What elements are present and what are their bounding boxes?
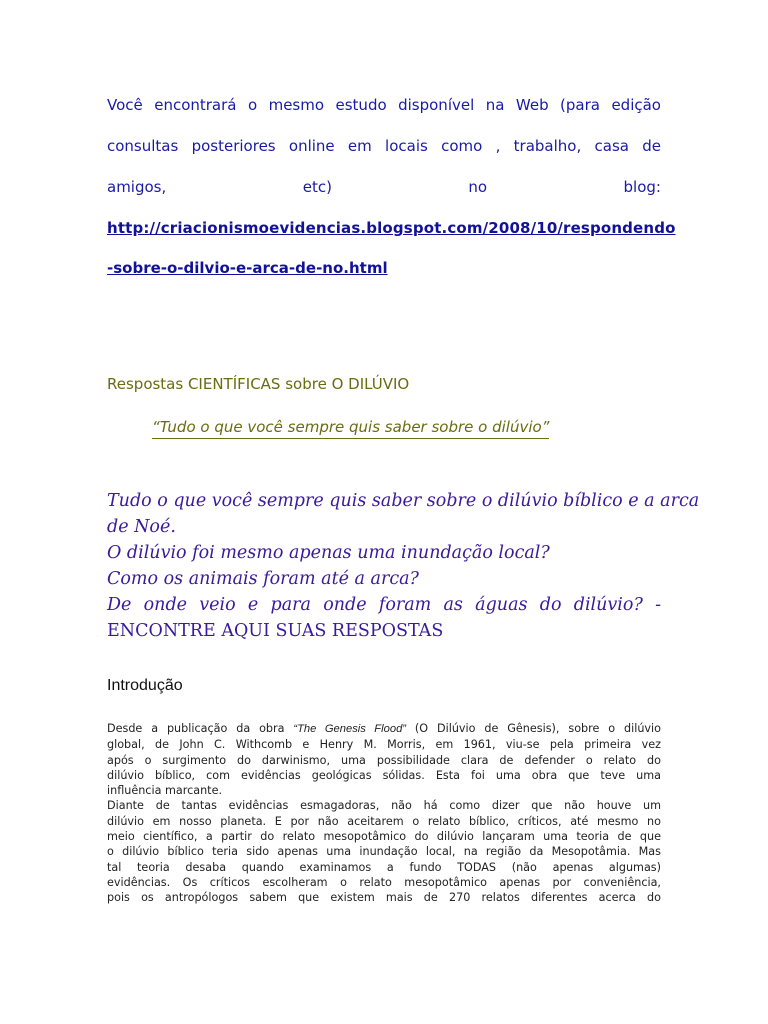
body-line: tal teoria desaba quando examinamos a fundo TODAS (não apenas algumas) bbox=[107, 860, 661, 874]
section-heading: Respostas CIENTÍFICAS sobre O DILÚVIO bbox=[107, 375, 410, 393]
web-notice-line: Você encontrará o mesmo estudo disponível na Web (para edição bbox=[107, 96, 661, 114]
questions-block bbox=[107, 488, 700, 644]
web-notice-word: etc) bbox=[302, 178, 332, 196]
web-notice-line bbox=[107, 178, 661, 196]
web-notice-line: consultas posteriores online em locais como , trabalho, casa de bbox=[107, 137, 661, 155]
body-line: global, de John C. Withcomb e Henry M. Morris, em 1961, viu-se pela primeira vez bbox=[107, 738, 661, 752]
body-line bbox=[107, 721, 661, 737]
body-line: dilúvio em nosso planeta. E por não aceitarem o relato bíblico, críticos, até mesmo no bbox=[107, 814, 661, 828]
question-line: Tudo o que você sempre quis saber sobre o dilúvio bíblico e a arca bbox=[107, 491, 700, 511]
body-fragment: Desde a publicação da obra bbox=[107, 722, 294, 735]
body-line: Diante de tantas evidências esmagadoras, não há como dizer que não houve um bbox=[107, 799, 661, 813]
body-line: influência marcante. bbox=[107, 784, 223, 798]
body-line: meio científico, a partir do relato mesopotâmico do dilúvio lançaram uma teoria de que bbox=[107, 830, 661, 844]
blog-link-continued[interactable]: -sobre-o-dilvio-e-arca-de-no.html bbox=[107, 259, 388, 277]
question-cta: ENCONTRE AQUI SUAS RESPOSTAS bbox=[107, 621, 444, 641]
question-line: de Noé. bbox=[107, 517, 176, 537]
body-fragment: (O Dilúvio de Gênesis), sobre o dilúvio bbox=[406, 722, 661, 735]
body-line: o dilúvio bíblico teria sido apenas uma inundação local, na região da Mesopotâmia. Mas bbox=[107, 845, 661, 859]
body-line: dilúvio bíblico, com evidências geológicas sólidas. Esta foi uma obra que teve uma bbox=[107, 768, 661, 782]
question-line: O dilúvio foi mesmo apenas uma inundação local? bbox=[107, 543, 550, 563]
web-notice-word: blog: bbox=[623, 178, 661, 196]
question-line: Como os animais foram até a arca? bbox=[107, 569, 419, 589]
introduction-body bbox=[107, 721, 661, 906]
section-quote: “Tudo o que você sempre quis saber sobre o dilúvio” bbox=[152, 418, 549, 439]
web-notice-word: no bbox=[468, 178, 488, 196]
web-notice-word: amigos, bbox=[107, 178, 167, 196]
book-title: “The Genesis Flood” bbox=[293, 723, 407, 735]
blog-link[interactable]: http://criacionismoevidencias.blogspot.com/2008/10/respondendo bbox=[107, 219, 676, 237]
body-line: pois os antropólogos sabem que existem mais de 270 relatos diferentes acerca do bbox=[107, 891, 661, 905]
body-line: evidências. Os críticos escolheram o relato mesopotâmico apenas por conveniência, bbox=[107, 875, 661, 889]
body-line: após o surgimento do darwinismo, uma possibilidade clara de defender o relato do bbox=[107, 753, 661, 767]
introduction-heading: Introdução bbox=[107, 677, 183, 694]
question-line: De onde veio e para onde foram as águas do dilúvio? - bbox=[107, 595, 661, 615]
